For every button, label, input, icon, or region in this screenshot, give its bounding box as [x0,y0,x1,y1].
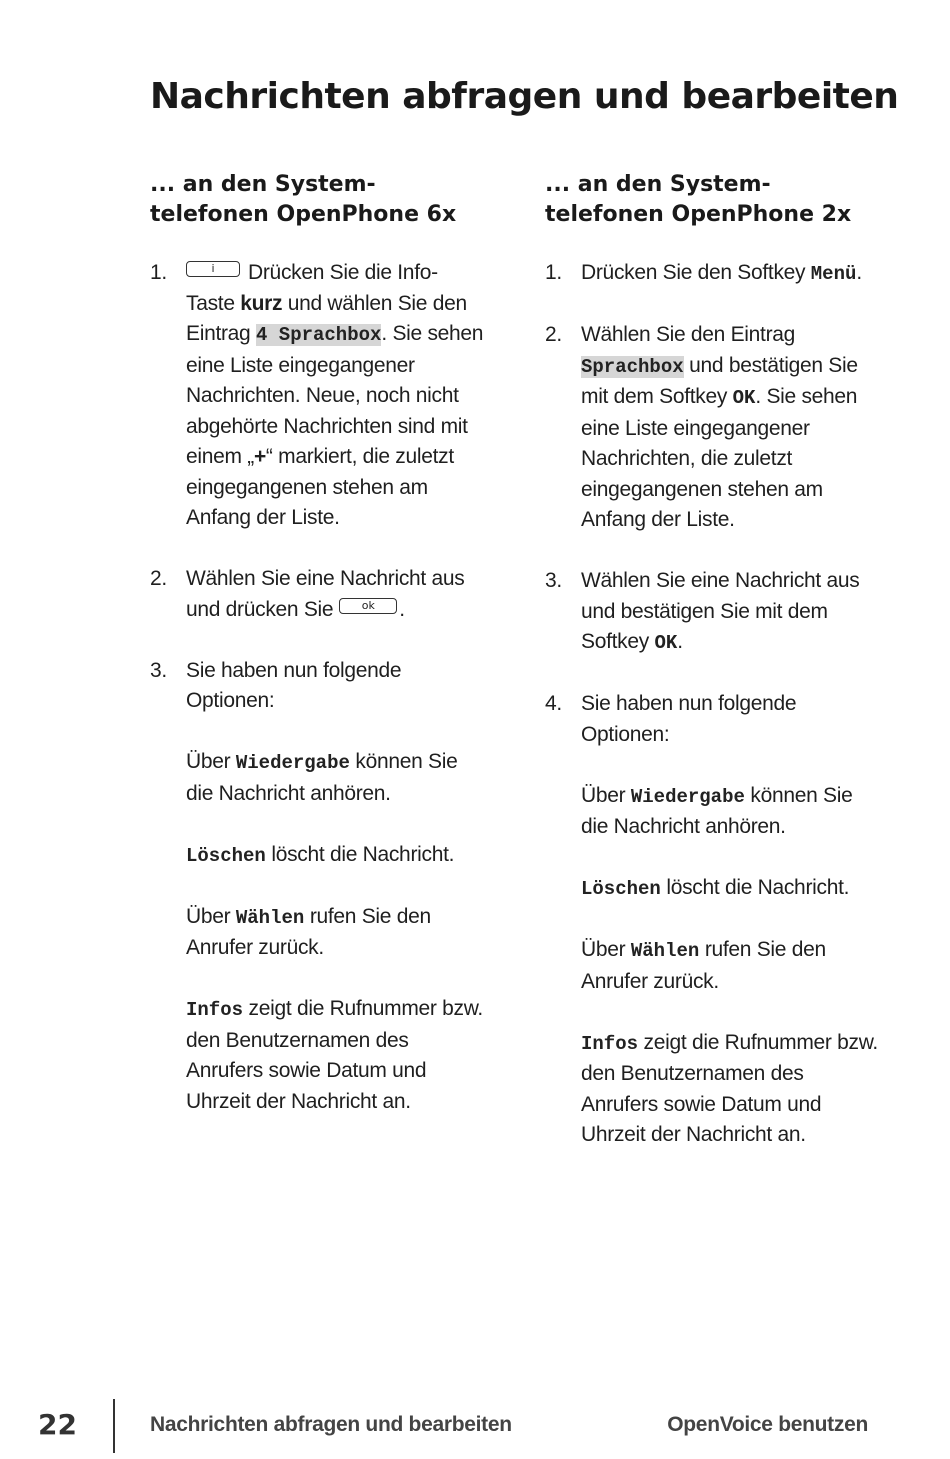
step-text [581,566,880,659]
section-heading-2x [545,170,880,230]
footer-chapter-title: OpenVoice benutzen [667,1413,868,1436]
page-number: 22 [38,1408,77,1441]
text: . [399,597,405,621]
text: löscht die Nachricht. [265,842,455,866]
text: “ markiert, die zuletzt eingegangenen stehen am Anfang der Liste. [186,445,454,529]
text: Drücken Sie die Info-Taste [186,261,438,315]
text: rufen Sie den Anrufer zurück. [186,904,431,959]
section-heading-6x [150,170,485,230]
option-loeschen [186,840,485,872]
softkey-infos: Infos [581,1032,639,1055]
softkey-ok: OK [732,387,756,409]
step-text [581,320,880,536]
step-intro: Sie haben nun folgende Optionen: [581,692,797,746]
softkey-wiedergabe: Wiedergabe [630,785,745,808]
text: löscht die Nachricht. [660,876,850,899]
heading-line-2: telefonen OpenPhone 6x [150,202,457,227]
step-text [186,564,485,625]
softkey-waehlen: Wählen [235,906,305,929]
text: Über [186,904,236,928]
text: können Sie die Nachricht anhören. [581,783,853,838]
step-2 [150,564,485,625]
heading-line-1: ... an den System- [150,172,376,197]
step-intro: Sie haben nun folgende Optionen: [186,658,402,712]
text: zeigt die Rufnummer bzw. den Benutzernamen des Anrufers sowie Datum und Uhrzeit der Nachricht an. [581,1030,878,1146]
softkey-wiedergabe: Wiedergabe [235,752,350,774]
option-infos [581,1028,880,1151]
step-2 [545,320,880,536]
step-number: 2. [150,567,167,590]
step-number: 4. [545,692,562,715]
text: Über [581,938,631,961]
softkey-waehlen: Wählen [630,940,700,962]
ok-key-icon: ok [339,598,397,614]
softkey-infos: Infos [186,999,244,1021]
keyword-kurz: kurz [240,291,283,315]
text: und bestätigen Sie mit dem Softkey [581,353,858,408]
text: rufen Sie den Anrufer zurück. [581,938,826,993]
text: Über [581,783,631,807]
step-3 [545,566,880,659]
text: und wählen Sie den Eintrag [186,291,467,345]
info-key-icon: i [186,261,240,277]
step-1 [150,258,485,534]
step-number: 1. [150,261,167,284]
option-wiedergabe [581,781,880,843]
step-text [186,258,485,534]
step-number: 3. [545,569,562,592]
heading-line-1: ... an den System- [545,172,771,197]
step-4 [545,689,880,1151]
text: Über [186,750,236,773]
page-title: Nachrichten abfragen und bearbeiten [150,76,899,117]
column-openphone-2x [545,170,880,1181]
text: . [677,630,683,653]
step-1 [545,258,880,290]
menu-entry-sprachbox: 4 Sprachbox [255,324,382,346]
softkey-loeschen: Löschen [186,844,266,867]
text: . [856,261,862,284]
option-wiedergabe [186,747,485,809]
step-number: 3. [150,658,167,682]
plus-marker: + [253,445,266,468]
text: Wählen Sie den Eintrag [581,323,796,346]
softkey-menue: Menü [810,263,857,285]
text: zeigt die Rufnummer bzw. den Benutzernamen des Anrufers sowie Datum und Uhrzeit der Nachricht an. [186,997,483,1113]
text: . Sie sehen eine Liste eingegangener Nachrichten. Neue, noch nicht abgehörte Nachrichten sind mit einem „ [186,322,484,468]
footer-divider [113,1399,115,1453]
softkey-ok: OK [654,632,678,654]
footer-section-title: Nachrichten abfragen und bearbeiten [150,1413,512,1436]
step-3 [150,656,485,1118]
text: . Sie sehen eine Liste eingegangener Nachrichten, die zuletzt eingegangenen stehen am Anfang der Liste. [581,385,858,531]
text: Wählen Sie eine Nachricht aus und drücken Sie [186,567,465,621]
option-infos [186,994,485,1117]
step-text [581,258,880,290]
menu-entry-sprachbox: Sprachbox [581,355,684,378]
option-waehlen [581,935,880,997]
step-number: 2. [545,323,562,346]
option-waehlen [186,902,485,964]
heading-line-2: telefonen OpenPhone 2x [545,202,852,227]
option-loeschen [581,873,880,905]
text: Wählen Sie eine Nachricht aus und bestätigen Sie mit dem Softkey [581,569,860,653]
text: Drücken Sie den Softkey [581,261,811,284]
step-number: 1. [545,261,562,284]
column-openphone-6x [150,170,485,1148]
softkey-loeschen: Löschen [581,878,661,900]
text: können Sie die Nachricht anhören. [186,750,458,805]
